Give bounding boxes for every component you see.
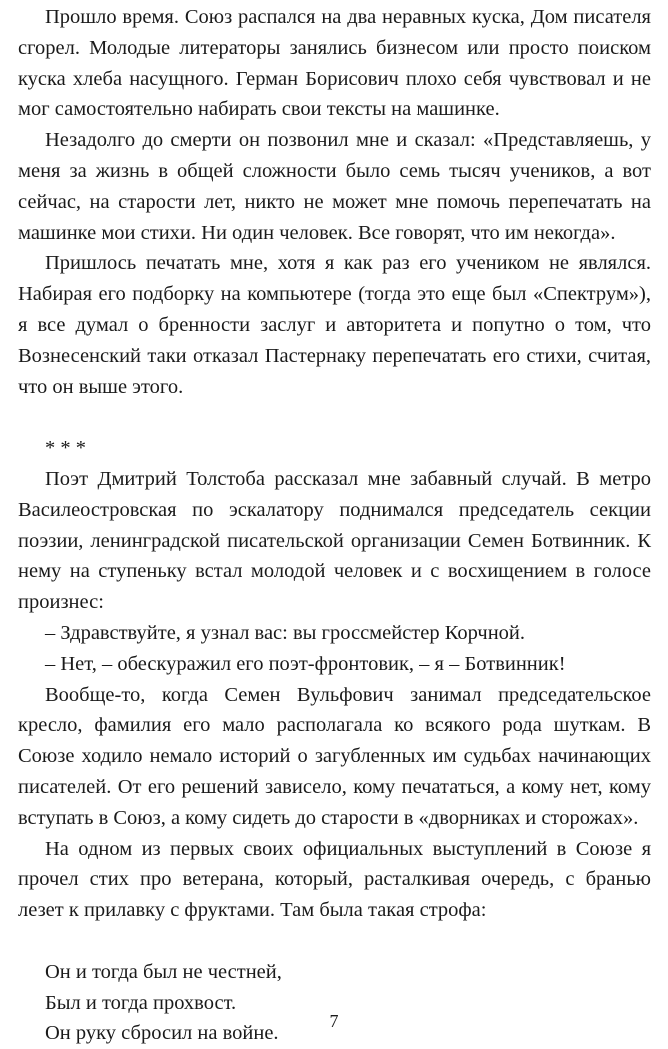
paragraph: Прошло время. Союз распался на два неравных куска, Дом писателя сгорел. Молодые литераторы занялись бизнесом или просто поиском куска хлеба насущного. Герман Борисович плохо себя чувствовал и не мог самостоятельно набирать свои тексты на машинке.: [18, 6, 651, 121]
paragraph: Поэт Дмитрий Толстоба рассказал мне забавный случай. В метро Василеостровская по эскалатору поднимался председатель секции поэзии, ленинградской писательской организации Семен Ботвинник. К нему на ступеньку встал молодой человек и с восхищением в голосе произнес:: [18, 467, 651, 614]
page-text: [18, 2, 651, 1049]
verse-line: Был и тогда прохвост.: [45, 991, 237, 1014]
paragraph: Незадолго до смерти он позвонил мне и сказал: «Представляешь, у меня за жизнь в общей сложности было семь тысяч учеников, а вот сейчас, на старости лет, никто не может мне помочь перепечатать на машинке мои стихи. Ни один человек. Все говорят, что им некогда».: [18, 129, 651, 244]
dialogue-line: – Нет, – обескуражил его поэт-фронтовик, – я – Ботвинник!: [45, 652, 566, 675]
page-number: 7: [329, 1011, 339, 1031]
dialogue-line: – Здравствуйте, я узнал вас: вы гроссмейстер Корчной.: [45, 621, 526, 644]
verse-line: Он руку сбросил на войне.: [45, 1022, 279, 1045]
paragraph: Вообще-то, когда Семен Вульфович занимал председательское кресло, фамилия его мало располагала ко всякого рода шуткам. В Союзе ходило немало историй о загубленных им судьбах начинающих писателей. От его решений зависело, кому печататься, а кому нет, кому вступать в Союз, а кому сидеть до старости в «дворниках и сторожах».: [18, 683, 651, 829]
section-separator: * * *: [45, 437, 86, 460]
verse-block: [18, 957, 651, 1049]
verse-line: Он и тогда был не честней,: [45, 960, 282, 983]
paragraph: Пришлось печатать мне, хотя я как раз его учеником не являлся. Набирая его подборку на компьютере (тогда это еще был «Спектрум»), я все думал о бренности заслуг и авторитета и попутно о том, что Вознесенский таки отказал Пастернаку перепечатать его стихи, считая, что он выше этого.: [18, 252, 651, 398]
paragraph: На одном из первых своих официальных выступлений в Союзе я прочел стих про ветерана, который, расталкивая очередь, с бранью лезет к прилавку с фруктами. Там была такая строфа:: [18, 837, 651, 922]
